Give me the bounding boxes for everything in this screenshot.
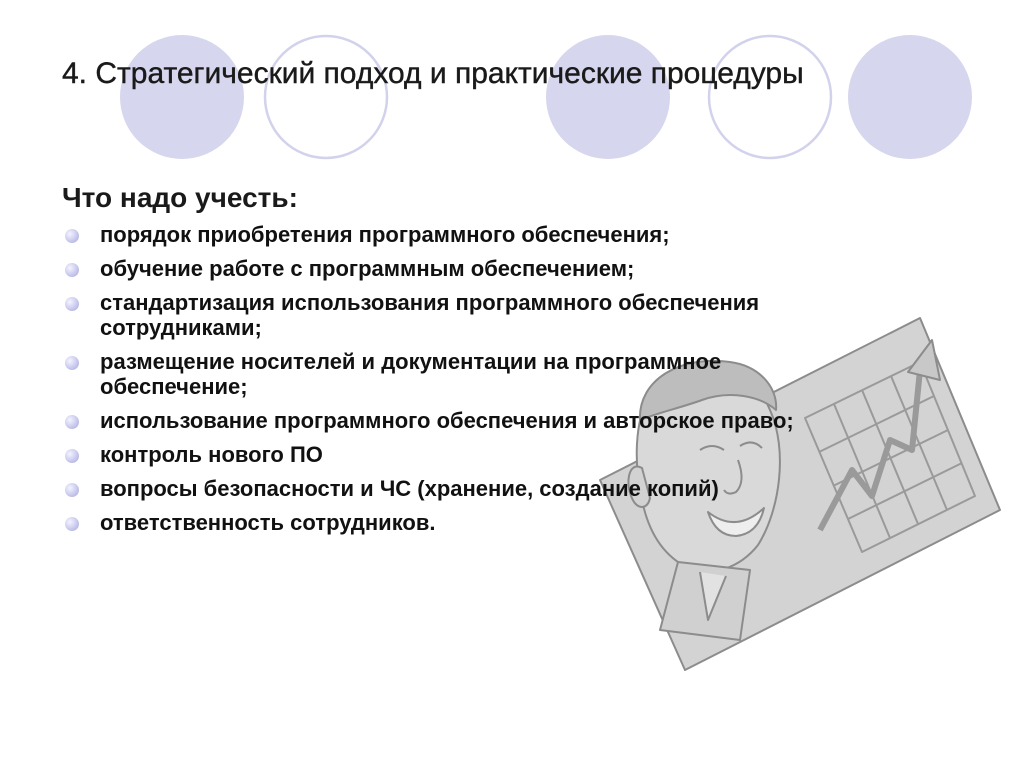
decorative-circles (0, 0, 1024, 200)
deco-circle-filled (848, 35, 972, 159)
bullet-icon (65, 415, 79, 429)
list-item (62, 408, 822, 433)
bullet-text: порядок приобретения программного обеспечения; (100, 222, 670, 247)
bullet-list (62, 222, 822, 544)
bullet-text: использование программного обеспечения и авторское право; (100, 408, 794, 433)
bullet-icon (65, 517, 79, 531)
bullet-icon (65, 263, 79, 277)
bullet-text: размещение носителей и документации на программное обеспечение; (100, 349, 722, 399)
bullet-text: ответственность сотрудников. (100, 510, 436, 535)
bullet-icon (65, 449, 79, 463)
bullet-icon (65, 483, 79, 497)
slide-title: 4. Стратегический подход и практические процедуры (62, 57, 804, 90)
bullet-icon (65, 229, 79, 243)
list-item (62, 442, 822, 467)
bullet-text: вопросы безопасности и ЧС (хранение, создание копий) (100, 476, 719, 501)
bullet-icon (65, 297, 79, 311)
bullet-text: контроль нового ПО (100, 442, 323, 467)
section-subheading: Что надо учесть: (62, 182, 298, 213)
list-item (62, 510, 822, 535)
bullet-text: стандартизация использования программного обеспечения сотрудниками; (100, 290, 760, 340)
bullet-text: обучение работе с программным обеспечением; (100, 256, 635, 281)
bullet-icon (65, 356, 79, 370)
list-item (62, 349, 822, 399)
list-item (62, 290, 822, 340)
list-item (62, 476, 822, 501)
list-item (62, 222, 822, 247)
list-item (62, 256, 822, 281)
